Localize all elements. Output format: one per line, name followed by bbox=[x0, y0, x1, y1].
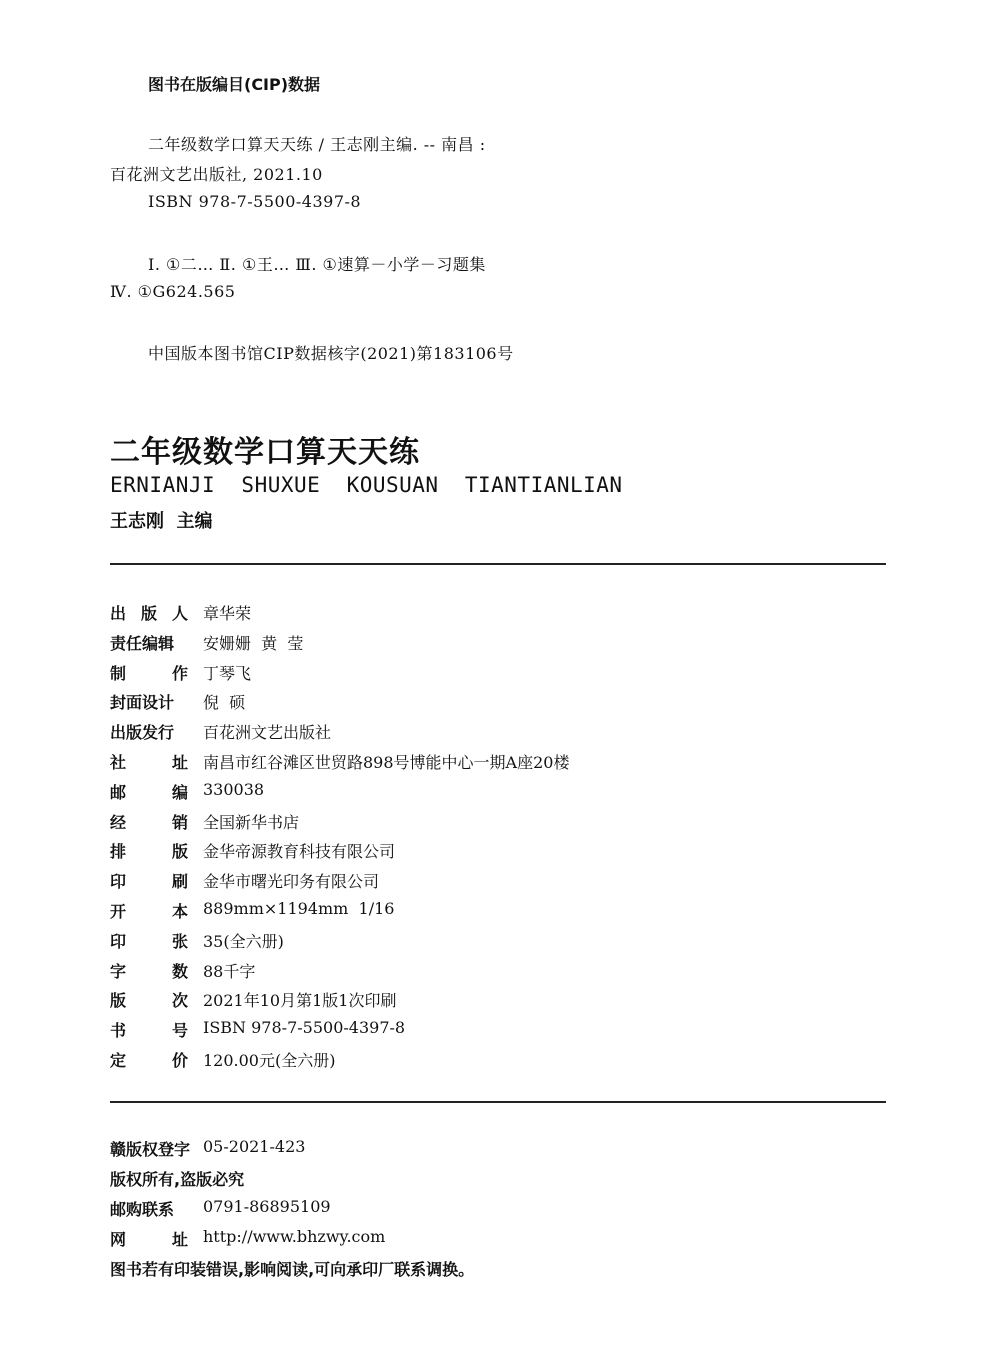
mail-label: 邮购联系 bbox=[110, 1200, 175, 1219]
info-label: 排 版 bbox=[110, 842, 188, 862]
book-title-pinyin: ERNIANJI SHUXUE KOUSUAN TIANTIANLIAN bbox=[110, 473, 623, 497]
mail-value: 0791-86895109 bbox=[203, 1197, 331, 1216]
cip-classification: Ⅳ. ①G624.565 bbox=[110, 282, 236, 301]
info-value: 889mm×1194mm 1/16 bbox=[203, 899, 395, 918]
info-label: 社 址 bbox=[110, 753, 188, 772]
divider bbox=[110, 1101, 886, 1103]
info-label: 开 本 bbox=[110, 902, 188, 921]
print-error-notice: 图书若有印装错误,影响阅读,可向承印厂联系调换。 bbox=[110, 1260, 475, 1279]
info-label: 邮 编 bbox=[110, 782, 188, 802]
info-label: 出 版 人 bbox=[110, 604, 188, 623]
info-label: 定 价 bbox=[110, 1051, 188, 1070]
info-value: 330038 bbox=[203, 779, 265, 799]
cip-classification: Ⅰ. ①二… Ⅱ. ①王… Ⅲ. ①速算－小学－习题集 bbox=[148, 255, 486, 274]
info-label: 出版发行 bbox=[110, 723, 175, 743]
info-label: 经 销 bbox=[110, 812, 188, 832]
info-value: 35(全六册) bbox=[203, 931, 284, 951]
info-value: 百花洲文艺出版社 bbox=[203, 723, 332, 743]
rights-notice: 版权所有,盗版必究 bbox=[110, 1170, 245, 1189]
info-value: 南昌市红谷滩区世贸路898号博能中心一期A座20楼 bbox=[203, 753, 570, 772]
copyright-registration bbox=[110, 1137, 306, 1161]
info-value: 金华市曙光印务有限公司 bbox=[203, 872, 380, 892]
divider bbox=[110, 563, 886, 565]
info-label: 印 刷 bbox=[110, 872, 188, 892]
cip-line: 二年级数学口算天天练 / 王志刚主编. -- 南昌 : bbox=[148, 135, 486, 154]
cip-isbn: ISBN 978-7-5500-4397-8 bbox=[148, 192, 362, 211]
registration-value: 05-2021-423 bbox=[203, 1137, 306, 1156]
mail-order bbox=[110, 1197, 331, 1221]
info-label: 版 次 bbox=[110, 991, 188, 1011]
cip-line: 百花洲文艺出版社, 2021.10 bbox=[110, 165, 323, 184]
info-value: 88千字 bbox=[203, 961, 256, 981]
info-value: 安姗姗 黄 莹 bbox=[203, 633, 304, 653]
info-value: 120.00元(全六册) bbox=[203, 1051, 336, 1070]
cip-heading: 图书在版编目(CIP)数据 bbox=[148, 75, 321, 94]
info-value: 2021年10月第1版1次印刷 bbox=[203, 991, 397, 1011]
book-editor: 王志刚 主编 bbox=[110, 511, 213, 532]
website-link[interactable]: http://www.bhzwy.com bbox=[203, 1227, 386, 1246]
info-value: 金华帝源教育科技有限公司 bbox=[203, 842, 396, 862]
info-label: 责任编辑 bbox=[110, 633, 175, 653]
info-label: 书 号 bbox=[110, 1021, 188, 1041]
info-label: 封面设计 bbox=[110, 693, 175, 713]
info-label: 制 作 bbox=[110, 663, 188, 683]
registration-label: 赣版权登字 bbox=[110, 1140, 191, 1159]
info-value: 全国新华书店 bbox=[203, 812, 300, 832]
cip-record-number: 中国版本图书馆CIP数据核字(2021)第183106号 bbox=[148, 344, 514, 363]
info-value: 章华荣 bbox=[203, 604, 252, 623]
book-title: 二年级数学口算天天练 bbox=[110, 435, 420, 470]
info-label: 字 数 bbox=[110, 961, 188, 981]
info-label: 印 张 bbox=[110, 931, 188, 951]
info-value: 倪 硕 bbox=[203, 693, 246, 713]
info-value: 丁琴飞 bbox=[203, 663, 252, 683]
info-value: ISBN 978-7-5500-4397-8 bbox=[203, 1018, 406, 1038]
website-label: 网 址 bbox=[110, 1230, 188, 1249]
